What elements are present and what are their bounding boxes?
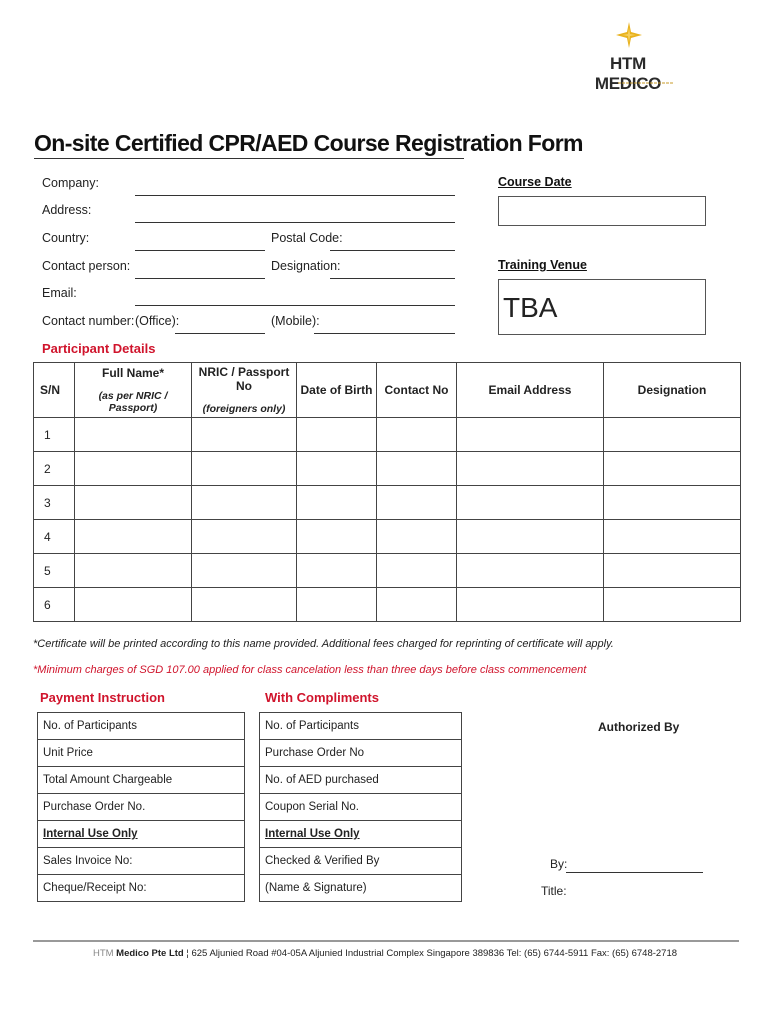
cell-input[interactable] bbox=[75, 588, 192, 622]
compliments-aed[interactable]: No. of AED purchased bbox=[260, 767, 462, 794]
cell-input[interactable] bbox=[604, 452, 741, 486]
cell-input[interactable] bbox=[377, 418, 457, 452]
compliments-checked[interactable]: Checked & Verified By bbox=[260, 848, 462, 875]
table-row bbox=[34, 588, 741, 622]
compliments-table bbox=[259, 712, 462, 902]
cell-input[interactable] bbox=[297, 520, 377, 554]
payment-table bbox=[37, 712, 245, 902]
footer-address: 625 Aljunied Road #04-05A Aljunied Industrial Complex Singapore 389836 Tel: (65) 6744-5911 Fax: (65) 6748-2718 bbox=[191, 948, 678, 959]
cell-input[interactable] bbox=[297, 588, 377, 622]
page-title: On-site Certified CPR/AED Course Registration Form bbox=[34, 130, 583, 156]
cell-input[interactable] bbox=[75, 418, 192, 452]
cell-input[interactable] bbox=[604, 554, 741, 588]
row-sn: 5 bbox=[34, 554, 75, 588]
cell-input[interactable] bbox=[457, 418, 604, 452]
payment-unit-price[interactable]: Unit Price bbox=[38, 740, 245, 767]
title-underline bbox=[34, 158, 464, 159]
payment-cheque[interactable]: Cheque/Receipt No: bbox=[38, 875, 245, 902]
cell-input[interactable] bbox=[192, 486, 297, 520]
col-contact: Contact No bbox=[377, 363, 457, 418]
email-label: Email: bbox=[42, 286, 77, 300]
cell-input[interactable] bbox=[377, 554, 457, 588]
payment-participants[interactable]: No. of Participants bbox=[38, 713, 245, 740]
by-label: By: bbox=[550, 857, 568, 871]
footer-separator: ¦ bbox=[186, 948, 189, 959]
postal-code-field[interactable] bbox=[330, 250, 455, 251]
compliments-signature[interactable]: (Name & Signature) bbox=[260, 875, 462, 902]
address-label: Address: bbox=[42, 203, 92, 217]
star-icon bbox=[616, 22, 642, 48]
compliments-participants[interactable]: No. of Participants bbox=[260, 713, 462, 740]
cell-input[interactable] bbox=[457, 554, 604, 588]
row-sn: 2 bbox=[34, 452, 75, 486]
contact-person-field[interactable] bbox=[135, 278, 265, 279]
col-dob: Date of Birth bbox=[297, 363, 377, 418]
cell-input[interactable] bbox=[75, 520, 192, 554]
col-sn: S/N bbox=[34, 363, 75, 418]
cell-input[interactable] bbox=[377, 452, 457, 486]
cell-input[interactable] bbox=[457, 520, 604, 554]
cell-input[interactable] bbox=[604, 418, 741, 452]
cell-input[interactable] bbox=[604, 588, 741, 622]
col-designation: Designation bbox=[604, 363, 741, 418]
cell-input[interactable] bbox=[297, 452, 377, 486]
cell-input[interactable] bbox=[192, 418, 297, 452]
cell-input[interactable] bbox=[297, 486, 377, 520]
contact-number-label: Contact number: bbox=[42, 314, 135, 328]
row-sn: 6 bbox=[34, 588, 75, 622]
row-sn: 4 bbox=[34, 520, 75, 554]
company-field[interactable] bbox=[135, 195, 455, 196]
course-date-box[interactable] bbox=[498, 196, 706, 226]
cell-input[interactable] bbox=[377, 520, 457, 554]
cell-input[interactable] bbox=[75, 486, 192, 520]
office-label: (Office): bbox=[135, 314, 180, 328]
payment-instruction-label: Payment Instruction bbox=[40, 690, 165, 705]
cell-input[interactable] bbox=[192, 452, 297, 486]
col-nric-sub: (foreigners only) bbox=[202, 403, 286, 415]
footer-divider bbox=[33, 940, 739, 942]
participants-table bbox=[33, 362, 741, 622]
table-row bbox=[34, 486, 741, 520]
authorized-by-label: Authorized By bbox=[598, 720, 680, 734]
training-venue-label: Training Venue bbox=[498, 258, 587, 272]
logo-brand: HTM MEDICO bbox=[594, 54, 662, 93]
row-sn: 3 bbox=[34, 486, 75, 520]
payment-total[interactable]: Total Amount Chargeable bbox=[38, 767, 245, 794]
country-label: Country: bbox=[42, 231, 90, 245]
payment-internal-use: Internal Use Only bbox=[38, 821, 245, 848]
cell-input[interactable] bbox=[604, 486, 741, 520]
col-email: Email Address bbox=[457, 363, 604, 418]
company-label: Company: bbox=[42, 176, 99, 190]
email-field[interactable] bbox=[135, 305, 455, 306]
contact-person-label: Contact person: bbox=[42, 259, 131, 273]
country-field[interactable] bbox=[135, 250, 265, 251]
mobile-phone-field[interactable] bbox=[314, 333, 455, 334]
footer-htm: HTM bbox=[92, 948, 114, 959]
cell-input[interactable] bbox=[457, 486, 604, 520]
compliments-po[interactable]: Purchase Order No bbox=[260, 740, 462, 767]
title-label: Title: bbox=[541, 884, 567, 898]
mobile-label: (Mobile): bbox=[271, 314, 320, 328]
training-venue-value: TBA bbox=[503, 292, 558, 323]
compliments-internal-use: Internal Use Only bbox=[260, 821, 462, 848]
footer bbox=[0, 948, 770, 959]
address-field[interactable] bbox=[135, 222, 455, 223]
footer-company: Medico Pte Ltd bbox=[116, 948, 184, 959]
compliments-coupon[interactable]: Coupon Serial No. bbox=[260, 794, 462, 821]
company-logo bbox=[578, 22, 678, 92]
cell-input[interactable] bbox=[604, 520, 741, 554]
with-compliments-label: With Compliments bbox=[265, 690, 379, 705]
designation-label: Designation: bbox=[271, 259, 341, 273]
cell-input[interactable] bbox=[75, 452, 192, 486]
cell-input[interactable] bbox=[297, 418, 377, 452]
course-date-label: Course Date bbox=[498, 175, 572, 189]
payment-sales-invoice[interactable]: Sales Invoice No: bbox=[38, 848, 245, 875]
cell-input[interactable] bbox=[192, 520, 297, 554]
cell-input[interactable] bbox=[377, 588, 457, 622]
cell-input[interactable] bbox=[297, 554, 377, 588]
payment-po[interactable]: Purchase Order No. bbox=[38, 794, 245, 821]
cell-input[interactable] bbox=[457, 452, 604, 486]
col-full-name-label: Full Name* bbox=[101, 366, 164, 380]
by-signature-field[interactable] bbox=[566, 872, 703, 873]
cell-input[interactable] bbox=[377, 486, 457, 520]
participant-details-label: Participant Details bbox=[42, 341, 156, 356]
postal-code-label: Postal Code: bbox=[271, 231, 343, 245]
row-sn: 1 bbox=[34, 418, 75, 452]
designation-field[interactable] bbox=[330, 278, 455, 279]
col-nric bbox=[192, 363, 297, 418]
office-phone-field[interactable] bbox=[175, 333, 265, 334]
col-full-name-sub: (as per NRIC / Passport) bbox=[98, 390, 168, 414]
cell-input[interactable] bbox=[192, 588, 297, 622]
certificate-note: *Certificate will be printed according to this name provided. Additional fees charged for reprinting of certificate will apply. bbox=[33, 638, 614, 650]
table-row bbox=[34, 418, 741, 452]
cell-input[interactable] bbox=[192, 554, 297, 588]
cell-input[interactable] bbox=[457, 588, 604, 622]
logo-tagline bbox=[614, 78, 676, 88]
table-row bbox=[34, 554, 741, 588]
minimum-charge-note: *Minimum charges of SGD 107.00 applied for class cancelation less than three days before class commencement bbox=[33, 664, 587, 676]
col-full-name bbox=[75, 363, 192, 418]
table-row bbox=[34, 452, 741, 486]
cell-input[interactable] bbox=[75, 554, 192, 588]
col-nric-label: NRIC / Passport No bbox=[198, 365, 290, 393]
table-row bbox=[34, 520, 741, 554]
